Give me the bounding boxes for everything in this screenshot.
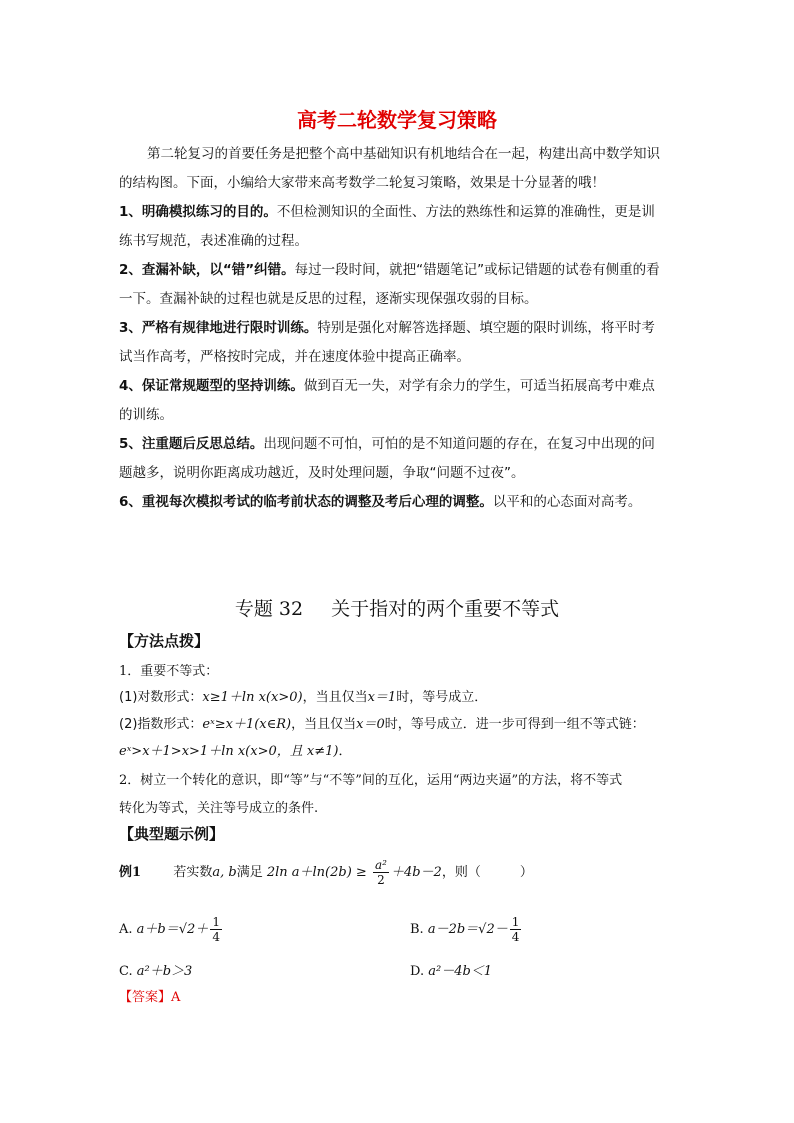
strategy-item-4 (119, 372, 655, 401)
method-point-2-line2: 转化为等式，关注等号成立的条件. (119, 801, 319, 816)
inequality-chain: eˣ>x＋1>x>1＋ln x(x>0，且 x≠1) (119, 744, 339, 759)
strategy-item-heading: 4、保证常规题型的坚持训练。 (119, 378, 304, 394)
option-formula: a－2b＝√2－ (427, 922, 508, 937)
intro-paragraph-line1: 第二轮复习的首要任务是把整个高中基础知识有机地结合在一起，构建出高中数学知识 (147, 146, 660, 162)
strategy-item-heading: 1、明确模拟练习的目的。 (119, 204, 277, 220)
log-form-line (119, 686, 487, 705)
option-c (119, 960, 192, 979)
example-question (119, 858, 533, 887)
strategy-item-3-line2: 试当作高考，严格按时完成，并在速度体验中提高正确率。 (119, 349, 470, 365)
fraction-denominator: 2 (377, 873, 385, 887)
example-heading: 【典型题示例】 (119, 825, 225, 843)
exp-form-suffix: 时，等号成立．进一步可得到一组不等式链： (384, 717, 645, 732)
strategy-item-text: 出现问题不可怕，可怕的是不知道问题的存在，在复习中出现的问 (263, 436, 655, 452)
option-formula: a＋b＝√2＋ (136, 922, 209, 937)
log-form-suffix: 时，等号成立． (396, 690, 488, 705)
method-heading: 【方法点拨】 (119, 632, 210, 650)
strategy-item-text: 做到百无一失，对学有余力的学生，可适当拓展高考中难点 (303, 378, 655, 394)
option-d (410, 960, 492, 979)
strategy-item-2-line2: 一下。查漏补缺的过程也就是反思的过程，逐渐实现保强攻弱的目标。 (119, 291, 538, 307)
strategy-item-5-line2: 题越多，说明你距离成功越近，及时处理问题，争取“问题不过夜”。 (119, 465, 525, 481)
strategy-item-2 (119, 256, 660, 285)
intro-paragraph-line2: 的结构图。下面，小编给大家带来高考数学二轮复习策略，效果是十分显著的哦！ (119, 175, 605, 191)
strategy-item-heading: 6、重视每次模拟考试的临考前状态的调整及考后心理的调整。 (119, 494, 493, 510)
option-fraction (210, 915, 222, 944)
option-a (119, 915, 224, 944)
example-inequality-right: ＋4b－2 (390, 865, 442, 880)
strategy-item-heading: 2、查漏补缺，以“错”纠错。 (119, 262, 295, 278)
exp-form-condition: x＝0 (356, 717, 385, 732)
answer-tag: 【答案】 (119, 990, 172, 1005)
example-inequality-left: 2ln a＋ln(2b) ≥ (266, 865, 367, 880)
strategy-item-text: 每过一段时间，就把“错题笔记”或标记错题的试卷有侧重的看 (294, 262, 660, 278)
example-fraction (373, 858, 389, 887)
option-letter: C. (119, 964, 133, 979)
strategy-item-5 (119, 430, 655, 459)
example-lead: 若实数 (173, 865, 213, 880)
inequality-chain-suffix: ． (338, 744, 352, 759)
topic-title (0, 594, 794, 621)
option-letter: A. (119, 922, 133, 937)
strategy-item-text: 特别是强化对解答选择题、填空题的限时训练，将平时考 (317, 320, 655, 336)
strategy-item-heading: 3、严格有规律地进行限时训练。 (119, 320, 318, 336)
fraction-denominator: 4 (212, 930, 220, 944)
option-formula: a²＋b＞3 (136, 964, 193, 979)
fraction-numerator: a² (374, 858, 387, 872)
strategy-item-1 (119, 198, 655, 227)
strategy-item-text: 不但检测知识的全面性、方法的熟练性和运算的准确性，更是训 (276, 204, 655, 220)
example-vars: a, b (212, 865, 237, 880)
log-form-mid: ，当且仅当 (302, 690, 368, 705)
strategy-item-6 (119, 488, 641, 517)
fraction-denominator: 4 (511, 930, 520, 944)
exp-form-line (119, 713, 645, 732)
example-cond: 满足 (236, 865, 263, 880)
topic-number: 专题 32 (234, 598, 304, 620)
fraction-numerator: 1 (212, 915, 220, 929)
topic-name: 关于指对的两个重要不等式 (331, 598, 560, 620)
fraction-numerator: 1 (511, 915, 520, 929)
answer-value: A (171, 990, 181, 1005)
inequality-chain-line (119, 740, 351, 759)
log-form-condition: x＝1 (367, 690, 397, 705)
option-b (410, 915, 523, 944)
exp-form-mid: ，当且仅当 (291, 717, 357, 732)
log-form-label: (1)对数形式： (119, 690, 203, 705)
exp-form-formula: eˣ≥x＋1(x∈R) (202, 717, 292, 732)
answer-line (119, 986, 180, 1005)
exp-form-label: (2)指数形式： (119, 717, 203, 732)
example-label: 例1 (119, 865, 142, 880)
page-title: 高考二轮数学复习策略 (297, 108, 497, 132)
method-point-1: 1．重要不等式： (119, 664, 219, 679)
strategy-item-heading: 5、注重题后反思总结。 (119, 436, 264, 452)
option-fraction (510, 915, 522, 944)
option-letter: B. (410, 922, 424, 937)
option-formula: a²－4b＜1 (428, 964, 493, 979)
option-letter: D. (410, 964, 425, 979)
example-ask: ，则（ ） (441, 865, 533, 880)
method-point-2-line1: 2．树立一个转化的意识，即“等”与“不等”间的互化，运用“两边夹逼”的方法，将不等式 (119, 773, 623, 788)
strategy-item-text: 以平和的心态面对高考。 (492, 494, 642, 510)
strategy-item-1-line2: 练书写规范，表述准确的过程。 (119, 233, 308, 249)
log-form-formula: x≥1＋ln x(x>0) (202, 690, 303, 705)
strategy-item-4-line2: 的训练。 (119, 407, 173, 423)
strategy-item-3 (119, 314, 655, 343)
